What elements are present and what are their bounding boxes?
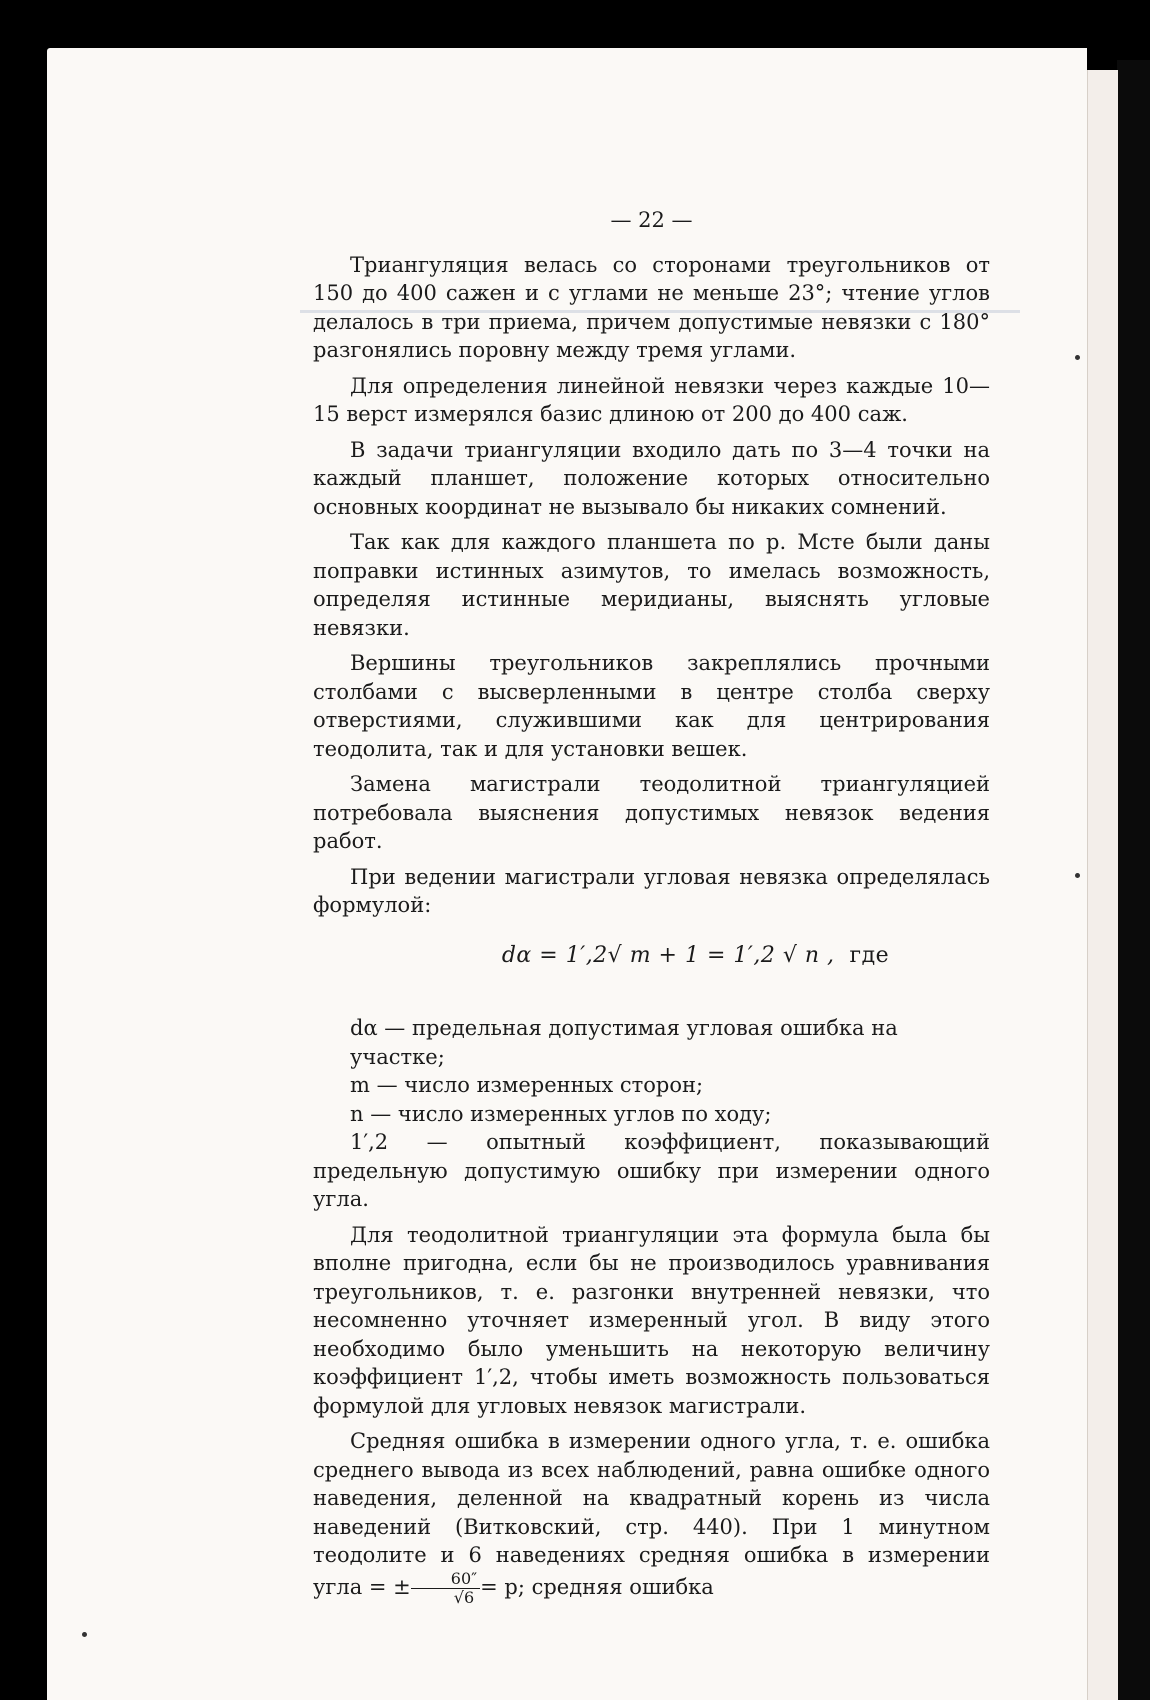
scan-mark: [1075, 873, 1080, 878]
paragraph: Триангуляция велась со сторонами треугольников от 150 до 400 сажен и с углами не меньше 23°; чтение углов делалось в три приема, причем допустимые невязки с 180° разгонялись поровну между тремя углами.: [313, 252, 990, 362]
page-edge-shadow: [1117, 60, 1150, 1700]
definition-d: dα — предельная допустимая угловая ошибка на участке;: [350, 1016, 898, 1069]
formula: [401, 942, 990, 971]
scan-mark: [82, 1632, 87, 1637]
paragraph: Для теодолитной триангуляции эта формула была бы вполне пригодна, если бы не производилось уравнивания треугольников, т. е. разгонки внутренней невязки, что несомненно уточняет измеренный угол. В виду этого необходимо было уменьшить на некоторую величину коэффициент 1′,2, чтобы иметь возможность пользоваться формулой для угловых невязок магистрали.: [313, 1222, 990, 1418]
definition-m: m — число измеренных сторон;: [350, 1073, 704, 1097]
fraction-numerator: 60″: [411, 1570, 480, 1589]
paragraph-with-fraction: [313, 1427, 990, 1607]
paragraph: При ведении магистрали угловая невязка определялась формулой:: [313, 864, 990, 917]
page-text: [313, 206, 990, 1607]
fraction-denominator: √6: [453, 1587, 475, 1607]
paragraph-text: = p; средняя ошибка: [480, 1574, 714, 1599]
fraction: [411, 1570, 480, 1607]
definitions: [313, 1014, 990, 1214]
paragraph: Для определения линейной невязки через каждые 10—15 верст измерялся базис длиною от 200 до 400 саж.: [313, 373, 990, 426]
definition-k: 1′,2 — опытный коэффициент, показывающий предельную допустимую ошибку при измерении одного угла.: [313, 1130, 990, 1211]
paragraph: Так как для каждого планшета по р. Мсте были даны поправки истинных азимутов, то имелась возможность, определяя истинные меридианы, выяснять угловые невязки.: [313, 530, 990, 640]
paragraph-text: Средняя ошибка в измерении одного угла, т. е. ошибка среднего вывода из всех наблюдений, равна ошибке одного наведения, деленной на квадратный корень из числа наведений (Витковский, стр. 440). При 1 минутном теодолите и 6 наведениях средняя ошибка в измерении угла = ±: [313, 1429, 990, 1599]
paragraph: В задачи триангуляции входило дать по 3—4 точки на каждый планшет, положение которых относительно основных координат не вызывало бы никаких сомнений.: [313, 437, 990, 519]
formula-suffix: где: [849, 942, 890, 968]
definition-n: n — число измеренных углов по ходу;: [350, 1101, 772, 1126]
scan-mark: [1075, 355, 1080, 360]
page-number: — 22 —: [610, 208, 693, 232]
formula-expression: dα = 1′,2√ m + 1 = 1′,2 √ n ,: [501, 942, 835, 968]
paragraph: Замена магистрали теодолитной триангуляцией потребовала выяснения допустимых невязок ведения работ.: [313, 772, 990, 853]
next-page-edge: [1087, 70, 1118, 1700]
paragraph: Вершины треугольников закреплялись прочными столбами с высверленными в центре столба сверху отверстиями, служившими как для центрирования теодолита, так и для установки вешек.: [313, 651, 990, 761]
